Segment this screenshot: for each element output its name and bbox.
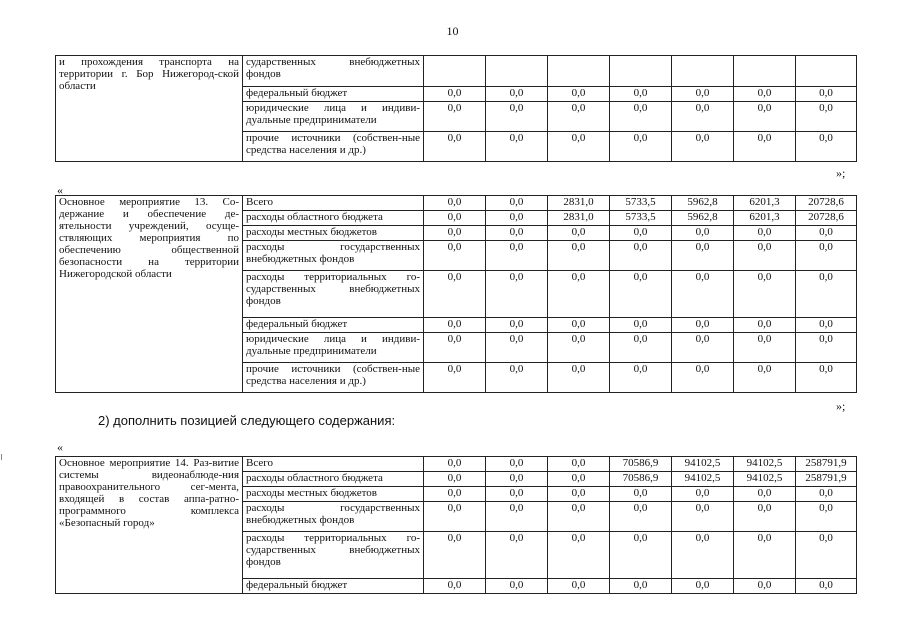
page-number: 10 — [446, 24, 459, 38]
funding-source: расходы областного бюджета — [243, 472, 424, 487]
amount-cell: 0,0 — [424, 318, 486, 333]
amount-cell: 0,0 — [610, 363, 672, 393]
amount-cell: 0,0 — [796, 102, 857, 132]
amount-cell: 0,0 — [610, 502, 672, 532]
margin-mark — [1, 454, 5, 460]
amount-cell: 0,0 — [796, 271, 857, 318]
amount-cell: 0,0 — [424, 211, 486, 226]
closing-quote: »; — [836, 399, 846, 413]
amount-cell: 0,0 — [672, 87, 734, 102]
amount-cell: 0,0 — [734, 102, 796, 132]
amount-cell: 70586,9 — [610, 457, 672, 472]
amount-cell: 70586,9 — [610, 472, 672, 487]
funding-source: расходы областного бюджета — [243, 211, 424, 226]
amount-cell: 94102,5 — [672, 472, 734, 487]
amount-cell: 0,0 — [548, 333, 610, 363]
amount-cell: 0,0 — [548, 457, 610, 472]
amount-cell: 0,0 — [672, 487, 734, 502]
amount-cell: 0,0 — [424, 363, 486, 393]
amount-cell: 0,0 — [486, 363, 548, 393]
funding-source: расходы территориальных го-сударственных внебюджетных фондов — [243, 271, 424, 318]
amount-cell — [424, 56, 486, 87]
amount-cell: 0,0 — [486, 457, 548, 472]
funding-source: расходы местных бюджетов — [243, 226, 424, 241]
funding-source: юридические лица и индиви-дуальные предприниматели — [243, 102, 424, 132]
activity-description: Основное мероприятие 14. Раз-витие системы видеонаблюде-ния правоохранительного сег-мента, входящей в состав аппа-ратно-программного комплекса «Безопасный город» — [56, 457, 243, 594]
amount-cell: 0,0 — [548, 102, 610, 132]
amount-cell: 0,0 — [734, 271, 796, 318]
funding-source: прочие источники (собствен-ные средства населения и др.) — [243, 132, 424, 162]
amount-cell: 0,0 — [424, 333, 486, 363]
amount-cell: 0,0 — [734, 241, 796, 271]
amount-cell: 0,0 — [796, 241, 857, 271]
amount-cell: 0,0 — [734, 333, 796, 363]
amount-cell — [672, 56, 734, 87]
amount-cell: 0,0 — [672, 226, 734, 241]
amount-cell: 0,0 — [548, 472, 610, 487]
amount-cell: 0,0 — [796, 226, 857, 241]
amount-cell: 0,0 — [672, 532, 734, 579]
amount-cell: 0,0 — [424, 502, 486, 532]
amount-cell: 0,0 — [548, 487, 610, 502]
amount-cell: 0,0 — [796, 363, 857, 393]
amount-cell: 0,0 — [796, 333, 857, 363]
funding-source: федеральный бюджет — [243, 579, 424, 594]
amount-cell: 0,0 — [486, 487, 548, 502]
table-row — [56, 457, 857, 472]
amount-cell: 258791,9 — [796, 457, 857, 472]
amount-cell: 0,0 — [486, 318, 548, 333]
amount-cell: 0,0 — [548, 532, 610, 579]
amount-cell: 94102,5 — [734, 472, 796, 487]
amount-cell: 0,0 — [424, 102, 486, 132]
amount-cell: 0,0 — [734, 579, 796, 594]
amount-cell: 0,0 — [672, 132, 734, 162]
amount-cell: 0,0 — [486, 241, 548, 271]
amount-cell — [548, 56, 610, 87]
amount-cell: 0,0 — [734, 318, 796, 333]
amount-cell: 0,0 — [548, 271, 610, 318]
funding-source: расходы территориальных го-сударственных внебюджетных фондов — [243, 532, 424, 579]
amount-cell — [734, 56, 796, 87]
closing-quote: »; — [836, 166, 846, 180]
amount-cell: 0,0 — [424, 532, 486, 579]
amount-cell: 0,0 — [486, 211, 548, 226]
amount-cell: 5962,8 — [672, 211, 734, 226]
amount-cell: 5962,8 — [672, 196, 734, 211]
funding-source: федеральный бюджет — [243, 87, 424, 102]
funding-source: расходы местных бюджетов — [243, 487, 424, 502]
amount-cell: 0,0 — [610, 241, 672, 271]
funding-source: Всего — [243, 457, 424, 472]
amount-cell: 0,0 — [548, 226, 610, 241]
amount-cell: 20728,6 — [796, 196, 857, 211]
amount-cell: 0,0 — [610, 132, 672, 162]
amount-cell: 0,0 — [610, 318, 672, 333]
amount-cell: 0,0 — [548, 363, 610, 393]
amount-cell: 0,0 — [796, 132, 857, 162]
amount-cell: 0,0 — [734, 132, 796, 162]
amount-cell: 0,0 — [734, 226, 796, 241]
table-row — [56, 56, 857, 87]
amount-cell: 0,0 — [486, 579, 548, 594]
amount-cell: 0,0 — [672, 333, 734, 363]
amount-cell — [486, 56, 548, 87]
amount-cell: 0,0 — [734, 532, 796, 579]
amount-cell: 0,0 — [734, 363, 796, 393]
amount-cell: 0,0 — [672, 318, 734, 333]
amount-cell: 0,0 — [610, 271, 672, 318]
opening-quote: « — [57, 183, 63, 197]
amount-cell: 0,0 — [610, 579, 672, 594]
amount-cell: 6201,3 — [734, 211, 796, 226]
amount-cell: 0,0 — [486, 271, 548, 318]
amount-cell: 0,0 — [672, 579, 734, 594]
opening-quote: « — [57, 440, 63, 454]
amount-cell: 5733,5 — [610, 211, 672, 226]
amount-cell: 258791,9 — [796, 472, 857, 487]
table-transport-section — [55, 55, 857, 162]
amount-cell: 0,0 — [424, 226, 486, 241]
amount-cell — [796, 56, 857, 87]
amount-cell: 0,0 — [796, 487, 857, 502]
amount-cell: 0,0 — [672, 363, 734, 393]
amount-cell: 94102,5 — [734, 457, 796, 472]
amount-cell: 0,0 — [424, 241, 486, 271]
table-activity-13 — [55, 195, 857, 393]
amount-cell: 0,0 — [486, 226, 548, 241]
amount-cell: 0,0 — [610, 333, 672, 363]
amount-cell: 0,0 — [424, 579, 486, 594]
amount-cell: 0,0 — [424, 87, 486, 102]
table-row — [56, 196, 857, 211]
amount-cell: 0,0 — [424, 132, 486, 162]
table-activity-14 — [55, 456, 857, 594]
funding-source: сударственных внебюджетных фондов — [243, 56, 424, 87]
amount-cell: 0,0 — [796, 532, 857, 579]
amount-cell — [610, 56, 672, 87]
amount-cell: 0,0 — [672, 502, 734, 532]
amount-cell: 0,0 — [486, 532, 548, 579]
funding-source: прочие источники (собствен-ные средства населения и др.) — [243, 363, 424, 393]
amount-cell: 0,0 — [672, 102, 734, 132]
amount-cell: 0,0 — [424, 472, 486, 487]
amount-cell: 0,0 — [734, 487, 796, 502]
funding-source: федеральный бюджет — [243, 318, 424, 333]
amount-cell: 0,0 — [672, 271, 734, 318]
amount-cell: 0,0 — [548, 318, 610, 333]
amount-cell: 0,0 — [672, 241, 734, 271]
amount-cell: 0,0 — [486, 102, 548, 132]
amount-cell: 0,0 — [734, 502, 796, 532]
amount-cell: 0,0 — [548, 241, 610, 271]
amount-cell: 0,0 — [486, 502, 548, 532]
amount-cell: 0,0 — [610, 487, 672, 502]
amount-cell: 0,0 — [424, 196, 486, 211]
amount-cell: 0,0 — [424, 271, 486, 318]
amount-cell: 0,0 — [610, 87, 672, 102]
activity-description: Основное мероприятие 13. Со-держание и обеспечение де-ятельности учреждений, осуще-ствляющих мероприятия по обеспечению общественной безопасности на территории Нижегородской области — [56, 196, 243, 393]
amount-cell: 0,0 — [796, 318, 857, 333]
amount-cell: 0,0 — [486, 132, 548, 162]
amount-cell: 0,0 — [610, 532, 672, 579]
amount-cell: 0,0 — [424, 457, 486, 472]
amount-cell: 0,0 — [486, 472, 548, 487]
amount-cell: 0,0 — [796, 502, 857, 532]
funding-source: юридические лица и индиви-дуальные предприниматели — [243, 333, 424, 363]
amount-cell: 0,0 — [486, 196, 548, 211]
amount-cell: 0,0 — [424, 487, 486, 502]
amount-cell: 0,0 — [610, 102, 672, 132]
funding-source: Всего — [243, 196, 424, 211]
amount-cell: 0,0 — [796, 87, 857, 102]
intro-text: 2) дополнить позицией следующего содержания: — [98, 413, 396, 428]
amount-cell: 0,0 — [796, 579, 857, 594]
amount-cell: 0,0 — [486, 87, 548, 102]
amount-cell: 0,0 — [610, 226, 672, 241]
activity-description: и прохождения транспорта на территории г. Бор Нижегород-ской области — [56, 56, 243, 162]
funding-source: расходы государственных внебюджетных фондов — [243, 241, 424, 271]
amount-cell: 6201,3 — [734, 196, 796, 211]
amount-cell: 5733,5 — [610, 196, 672, 211]
amount-cell: 2831,0 — [548, 211, 610, 226]
amount-cell: 94102,5 — [672, 457, 734, 472]
amount-cell: 0,0 — [548, 502, 610, 532]
amount-cell: 0,0 — [548, 579, 610, 594]
amount-cell: 0,0 — [548, 87, 610, 102]
funding-source: расходы государственных внебюджетных фондов — [243, 502, 424, 532]
amount-cell: 20728,6 — [796, 211, 857, 226]
amount-cell: 2831,0 — [548, 196, 610, 211]
amount-cell: 0,0 — [486, 333, 548, 363]
amount-cell: 0,0 — [734, 87, 796, 102]
amount-cell: 0,0 — [548, 132, 610, 162]
